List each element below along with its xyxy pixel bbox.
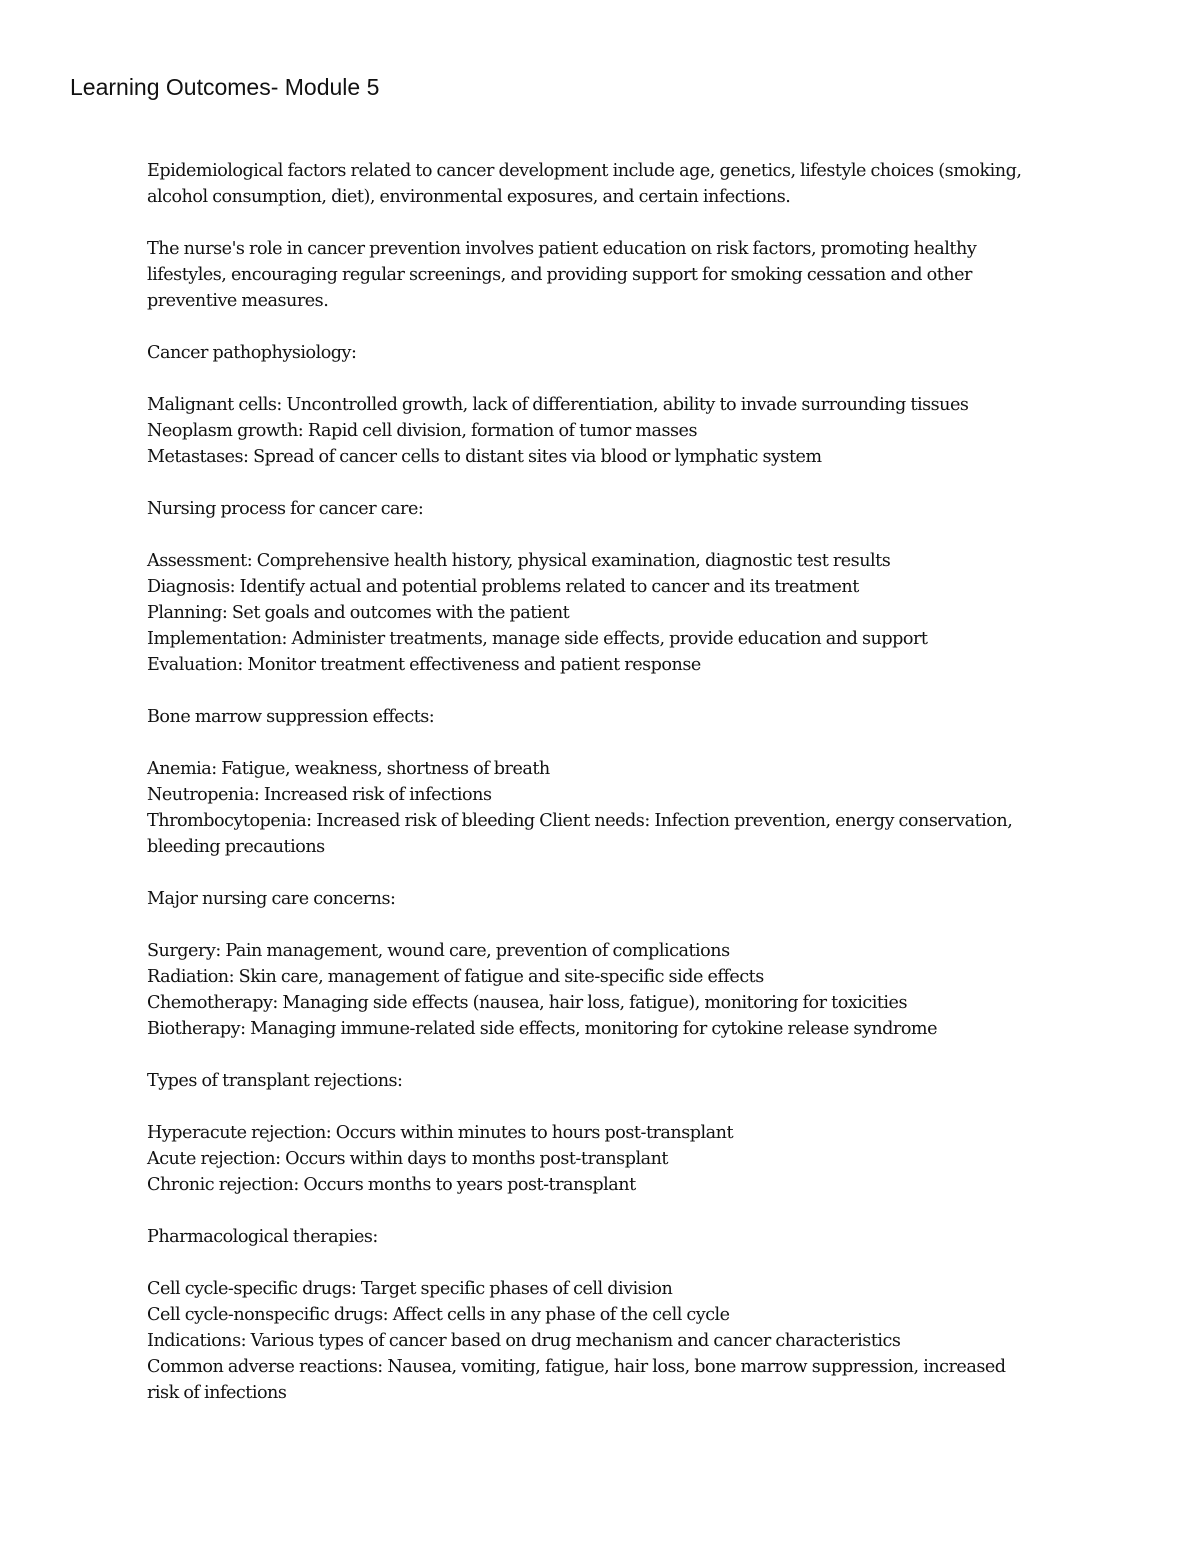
- text-line: preventive measures.: [147, 290, 329, 311]
- paragraph-gap: [147, 471, 1137, 498]
- text-line: Malignant cells: Uncontrolled growth, lack of differentiation, ability to invade surrounding tissues: [147, 395, 969, 416]
- text-line: Cell cycle-nonspecific drugs: Affect cells in any phase of the cell cycle: [147, 1305, 730, 1326]
- text-line: Cell cycle-specific drugs: Target specific phases of cell division: [147, 1279, 673, 1300]
- text-line: Implementation: Administer treatments, manage side effects, provide education and support: [147, 628, 928, 649]
- paragraph-gap: [147, 731, 1137, 758]
- text-line: Evaluation: Monitor treatment effectiveness and patient response: [147, 654, 701, 675]
- text-line: Chronic rejection: Occurs months to years post-transplant: [147, 1174, 636, 1195]
- paragraph-gap: [147, 678, 1137, 705]
- paragraph-gap: [147, 211, 1137, 238]
- text-line: Assessment: Comprehensive health history, physical examination, diagnostic test results: [147, 551, 891, 572]
- text-line: Thrombocytopenia: Increased risk of bleeding Client needs: Infection prevention, energy conservation,: [147, 810, 1013, 831]
- text-line: alcohol consumption, diet), environmental exposures, and certain infections.: [147, 186, 791, 207]
- text-line: Epidemiological factors related to cancer development include age, genetics, lifestyle choices (smoking,: [147, 161, 1022, 181]
- text-line: Neutropenia: Increased risk of infections: [147, 785, 492, 806]
- text-line: bleeding precautions: [147, 836, 325, 857]
- text-line: Major nursing care concerns:: [147, 888, 396, 909]
- text-line: Biotherapy: Managing immune-related side effects, monitoring for cytokine release syndrome: [147, 1018, 938, 1039]
- text-line: Metastases: Spread of cancer cells to distant sites via blood or lymphatic system: [147, 446, 822, 467]
- text-line: Chemotherapy: Managing side effects (nausea, hair loss, fatigue), monitoring for toxicities: [147, 992, 907, 1013]
- page-title: Learning Outcomes- Module 5: [70, 74, 380, 100]
- text-line: Pharmacological therapies:: [147, 1227, 378, 1248]
- paragraph-gap: [147, 314, 1137, 341]
- text-line: Types of transplant rejections:: [147, 1070, 403, 1091]
- text-line: lifestyles, encouraging regular screenings, and providing support for smoking cessation and other: [147, 264, 972, 285]
- paragraph-gap: [147, 1095, 1137, 1122]
- paragraph-gap: [147, 523, 1137, 550]
- text-line: Cancer pathophysiology:: [147, 342, 357, 363]
- text-line: Neoplasm growth: Rapid cell division, formation of tumor masses: [147, 421, 697, 442]
- text-line: Anemia: Fatigue, weakness, shortness of breath: [147, 759, 550, 780]
- paragraph-gap: [147, 1199, 1137, 1226]
- text-line: Radiation: Skin care, management of fatigue and site-specific side effects: [147, 967, 764, 988]
- text-line: Bone marrow suppression effects:: [147, 706, 435, 727]
- text-line: Indications: Various types of cancer based on drug mechanism and cancer characteristics: [147, 1331, 901, 1351]
- paragraph-gap: [147, 1042, 1137, 1069]
- paragraph-gap: [147, 367, 1137, 394]
- text-line: Common adverse reactions: Nausea, vomiting, fatigue, hair loss, bone marrow suppression, increased: [147, 1356, 1006, 1377]
- paragraph-gap: [147, 860, 1137, 887]
- text-line: Hyperacute rejection: Occurs within minutes to hours post-transplant: [147, 1123, 734, 1144]
- text-line: Surgery: Pain management, wound care, prevention of complications: [147, 941, 730, 962]
- text-line: Acute rejection: Occurs within days to months post-transplant: [147, 1149, 668, 1170]
- text-line: Diagnosis: Identify actual and potential problems related to cancer and its treatment: [147, 577, 859, 598]
- text-line: Planning: Set goals and outcomes with the patient: [147, 603, 570, 624]
- text-line: Nursing process for cancer care:: [147, 499, 424, 520]
- text-line: The nurse's role in cancer prevention involves patient education on risk factors, promoting healthy: [147, 239, 977, 260]
- text-line: risk of infections: [147, 1382, 287, 1403]
- paragraph-gap: [147, 913, 1137, 940]
- document-body: [147, 159, 1137, 1406]
- paragraph-gap: [147, 1251, 1137, 1278]
